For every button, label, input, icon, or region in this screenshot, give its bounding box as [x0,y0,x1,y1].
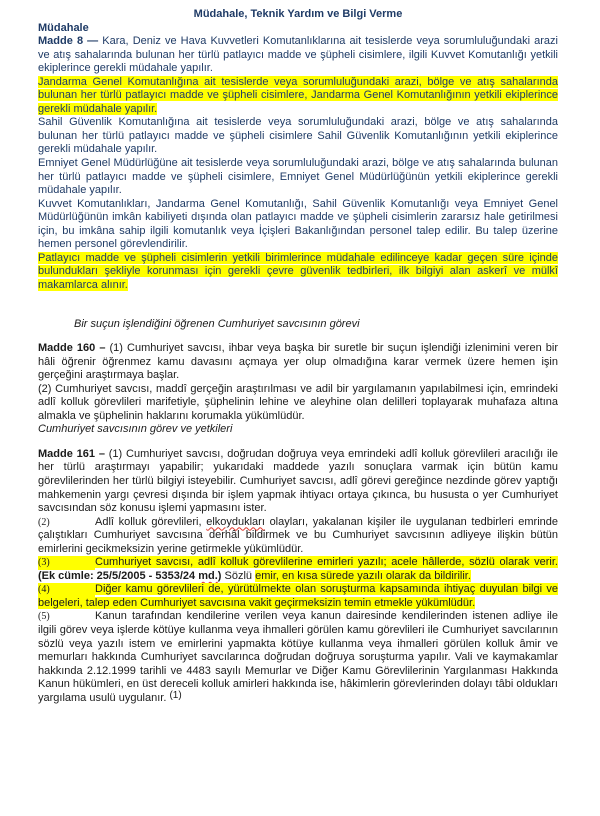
item-number-4: (4) [38,583,95,597]
section-heading-madde-160: Bir suçun işlendiğini öğrenen Cumhuriyet savcısının görevi [74,318,360,331]
paragraph-patlayici [38,252,558,293]
item-number-2: (2) [38,516,50,528]
madde-8-label: Madde 8 — [38,35,99,48]
paragraph-161-1 [38,448,558,516]
page-title: Müdahale, Teknik Yardım ve Bilgi Verme [193,8,403,20]
madde-8-text: Kara, Deniz ve Hava Kuvvetleri Komutanlıklarına ait tesislerde veya sorumluluğundaki arazi ve atış sahalarında bulunan her türlü patlayıcı madde ve şüpheli cisimlere, ilgili Kuvvet Komutanlığı yetkili ekiplerince gerekli müdahale yapılır. [38,35,558,75]
ek-cumle-close: ) [217,569,222,582]
paragraph-160-2: (2) Cumhuriyet savcısı, maddî gerçeğin araştırılması ve adil bir yargılamanın yapılabilmesi için, emrindeki adlî kolluk görevlileri marifetiyle, şüphelinin lehine ve aleyhine olan delilleri toplayarak muhafaza altına almakla ve şüphelinin haklarını korumakla yükümlüdür. [38,382,558,422]
footnote-reference: (1) [169,689,182,701]
paragraph-kuvvet-komutanliklari: Kuvvet Komutanlıkları, Jandarma Genel Komutanlığı, Sahil Güvenlik Komutanlığı veya Emniyet Genel Müdürlüğünün imkân kabiliyeti dışında olan patlayıcı madde ve şüpheli cisimlerin zararsız hale getirilmesi için, bu imkâna sahip ilgili komutanlık veya İçişleri Bakanlığından personel talep edilir. Bu talep üzerine hemen personel görevlendirilir. [38,197,558,251]
paragraph-161-2 [38,516,558,557]
highlighted-text-jandarma: Jandarma Genel Komutanlığına ait tesislerde veya sorumluluğundaki arazi, bölge ve atış sahalarında bulunan her türlü patlayıcı madde ve şüpheli cisimlere, Jandarma Genel Komutanlığının yetkili ekiplerince gerekli müdahale yapılır. [38,75,558,115]
madde-161-text: (1) Cumhuriyet savcısı, doğrudan doğruya veya emrindeki adlî kolluk görevlileri aracılığı ile her türlü araştırmayı yapabilir; yukarıdaki maddede yazılı sonuçlara varmak için bütün kamu görevlilerinden her türlü bilgiyi isteyebilir. Cumhuriyet savcısı, adlî görevi gereğince nezdinde görev yaptığı mahkemenin yargı çevresi dışında bir işlem yapmak ihtiyacı ortaya çıkınca, bu hususta o yer Cumhuriyet savcısından söz konusu işlemi yapmasını ister. [38,447,558,515]
paragraph-jandarma [38,76,558,117]
madde-161-label: Madde 161 – [38,447,105,460]
paragraph-161-5-text: Kanun tarafından kendilerine verilen veya kanun dairesinde kendilerinden istenen adliye ile ilgili görev veya işlerde kötüye kullanma veya ihmalleri görülen kamu görevlileri ile Cumhuriyet savcılarının sözlü veya yazılı istem ve emirlerini yapmakta kötüye kullanma veya ihmalleri görülen kolluk âmir ve memurları hakkında Cumhuriyet savcılarınca doğrudan doğruya soruşturma yapılır. Vali ve kaymakamlar hakkında 2.12.1999 tarihli ve 4483 sayılı Memurlar ve Diğer Kamu Görevlilerinin Yargılanması Hakkında Kanun hükümleri, en üst dereceli kolluk amirleri hakkında ise, hâkimlerin görevlerinden dolayı tâbi oldukları yargılama usulü uygulanır. [38,610,558,704]
paragraph-161-2-text-a: Adlî kolluk görevlileri, [95,515,207,528]
plain-text-sozlu: Sözlü [221,569,256,582]
section-heading-mudahale: Müdahale [38,21,89,34]
paragraph-emniyet: Emniyet Genel Müdürlüğüne ait tesislerde veya sorumluluğundaki arazi, bölge ve atış sahalarında bulunan her türlü patlayıcı madde ve şüpheli cisimlere, Emniyet Genel Müdürlüğünün yetkili ekiplerince gerekli müdahale yapılır. [38,157,558,197]
paragraph-161-3 [38,556,558,583]
paragraph-161-2-text-b: olayları, yakalanan kişiler ile uygulanan tedbirleri emrinde çalıştıkları Cumhuriyet savcısına derhâl bildirmek ve bu Cumhuriyet savcısının adliyeye ilişkin bütün emirlerini gecikmeksizin yerine getirmekle yükümlüdür. [38,515,559,555]
item-number-5: (5) [38,611,50,623]
misspelled-word-md: md. [198,569,218,582]
highlighted-text-161-3b: emir, en kısa sürede yazılı olarak da bildirilir. [255,569,471,582]
misspelled-word-elkoyduklari: elkoydukları [206,515,265,528]
madde-160-label: Madde 160 – [38,342,106,355]
highlighted-text-patlayici: Patlayıcı madde ve şüpheli cisimlerin yetkili birimlerince müdahale edilinceye kadar geçen süre içinde bulundukları şekliyle korunması için gerekli çevre güvenlik tedbirleri, ilk bilgiyi alan askerî ve mülkî makamlarca alınır. [38,251,558,291]
paragraph-160-1 [38,342,558,383]
item-number-3: (3) [38,556,95,570]
madde-160-text: (1) Cumhuriyet savcısı, ihbar veya başka bir suretle bir suçun işlendiği izlenimini veren bir hâli öğrenir öğrenmez kamu davasını açmaya yer olup olmadığına karar vermek üzere hemen işin gerçeğini araştırmaya başlar. [38,342,558,382]
highlighted-text-161-3a: Cumhuriyet savcısı, adlî kolluk görevlilerine emirleri yazılı; acele hâllerde, sözlü olarak verir. [95,556,558,569]
paragraph-161-5 [38,610,558,705]
paragraph-madde-8 [38,35,558,76]
ek-cumle-bold [38,570,221,582]
section-heading-madde-161: Cumhuriyet savcısının görev ve yetkileri [38,423,233,436]
highlighted-text-161-4: Diğer kamu görevlileri de, yürütülmekte olan soruşturma kapsamında ihtiyaç duyulan bilgi ve belgeleri, talep eden Cumhuriyet savcısına vakit geçirmeksizin temin etmekle yükümlüdür. [38,583,558,609]
paragraph-161-4 [38,583,558,610]
ek-cumle-text: (Ek cümle: 25/5/2005 - 5353/24 [38,569,199,582]
paragraph-sahil-guvenlik: Sahil Güvenlik Komutanlığına ait tesislerde veya sorumluluğundaki arazi, bölge ve atış sahalarında bulunan her türlü patlayıcı madde ve şüpheli cisimlere Sahil Güvenlik Komutanlığının yetkili ekiplerince gerekli müdahale yapılır. [38,116,558,156]
